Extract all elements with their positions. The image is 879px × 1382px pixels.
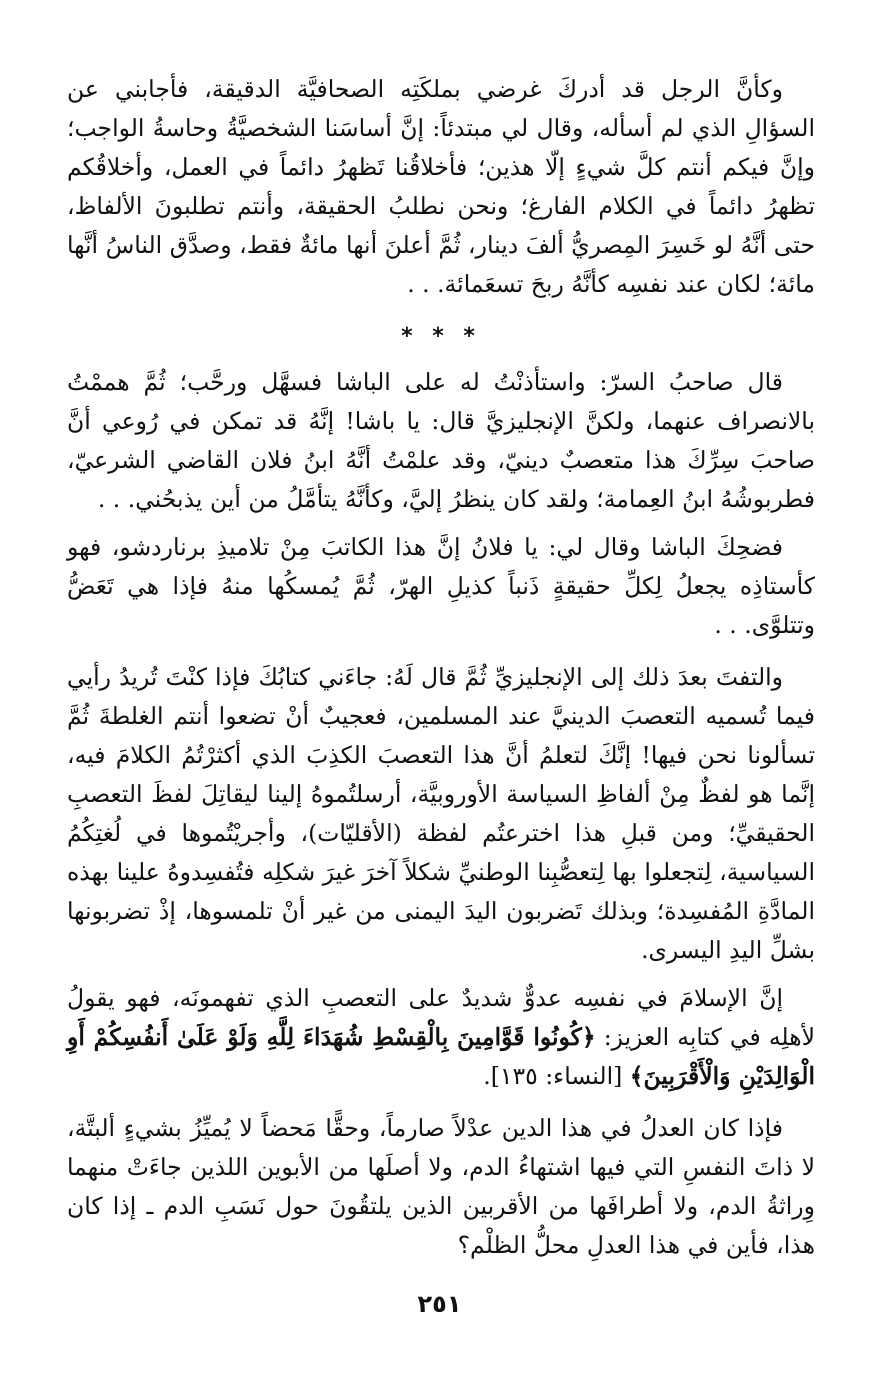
paragraph-2: قال صاحبُ السرّ: واستأذنْتُ له على الباشا فسهَّل ورحَّب؛ ثُمَّ هممْتُ بالانصراف عنهما، ولكنَّ الإنجليزيَّ قال: يا باشا! إنَّهُ قد تمكن في رُوعي أنَّ صاحبَ سِرِّكَ هذا متعصبٌ دينيّ، وقد علمْتُ أنَّهُ ابنُ فلان القاضي الشرعيّ، فطربوشُهُ ابنُ العِمامة؛ ولقد كان ينظرُ إليَّ، وكأنَّهُ يتأمَّلُ من أين يذبحُني. . . [67,368,815,513]
paragraph-1: وكأنَّ الرجل قد أدركَ غرضي بملكَتِه الصحافيَّة الدقيقة، فأجابني عن السؤالِ الذي لم أسأله، وقال لي مبتدئاً: إنَّ أساسَنا الشخصيَّةُ وحاسةُ الواجب؛ وإنَّ فيكم أنتم كلَّ شيءٍ إلّا هذين؛ فأخلاقُنا تَظهرُ دائماً في العمل، وأخلاقُكم تظهرُ دائماً في الكلام الفارغ؛ ونحن نطلبُ الحقيقة، وأنتم تطلبونَ الألفاظ، حتى أنَّهُ لو خَسِرَ المِصريُّ ألفَ دينار، ثُمَّ أعلنَ أنها مائةٌ فقط، وصدَّق الناسُ أنَّها مائة؛ لكان عند نفسِه كأنَّهُ ربحَ تسعَمائة. . . [67,75,815,298]
page-number: ٢٥١ [417,1290,462,1318]
page-body [67,70,815,1265]
paragraph-5-text: إنَّ الإسلامَ في نفسِه عدوٌّ شديدٌ على التعصبِ الذي تفهمونَه، فهو يقولُ لأهلِه في كتابِه العزيز: [67,984,815,1051]
paragraph-5 [67,979,815,1096]
quran-reference: [النساء: ١٣٥]. [483,1062,623,1090]
paragraph-6: فإذا كان العدلُ في هذا الدين عدْلاً صارماً، وحقًّا مَحضاً لا يُميِّزُ بشيءٍ ألبتَّة، لا ذاتَ النفسِ التي فيها اشتهاءُ الدم، ولا أصلَها من الأبوين اللذين جاءَتْ منهما وِراثةُ الدم، ولا أطرافَها من الأقربين الذين يلتقُونَ حول نَسَبِ الدم ـ إذا كان هذا، فأين في هذا العدلِ محلُّ الظلْم؟ [67,1114,815,1259]
quran-verse: ﴿كُونُوا قَوَّامِينَ بِالْقِسْطِ شُهَدَاءَ لِلَّهِ وَلَوْ عَلَىٰ أَنفُسِكُمْ أَوِ الْوَالِدَيْنِ وَالْأَقْرَبِينَ﴾ [67,1023,815,1090]
section-separator: * * * [401,324,481,349]
paragraph-3: فضحِكَ الباشا وقال لي: يا فلانُ إنَّ هذا الكاتبَ مِنْ تلاميذِ برناردشو، فهو كأستاذِه يجعلُ لِكلِّ حقيقةٍ ذَنباً كذيلِ الهرّ، ثُمَّ يُمسكُها منهُ فإذا هي تَعَضُّ وتتلوَّى. . . [67,533,815,639]
paragraph-4: والتفتَ بعدَ ذلك إلى الإنجليزيِّ ثُمَّ قال لَهُ: جاءَني كتابُكَ فإذا كنْتَ تُريدُ رأيي فيما تُسميه التعصبَ الدينيَّ عند المسلمين، فعجيبٌ أنْ تضعوا أنتم الغلطةَ ثُمَّ تسألونا نحن فيها! إنَّكَ لتعلمُ أنَّ هذا التعصبَ الكذِبَ الذي أكثرْتُمُ الكلامَ فيه، إنَّما هو لفظٌ مِنْ ألفاظِ السياسة الأوروبيَّة، أرسلتُموهُ إلينا ليقاتِلَ لفظَ التعصبِ الحقيقيِّ؛ ومن قبلِ هذا اخترعتُم لفظة (الأقليّات)، وأجريْتُموها في لُغتِكُمُ السياسية، لِتجعلوا بها لِتعصُّبِنا الوطنيِّ شكلاً آخرَ غيرَ شكلِه فتُفسِدوهُ علينا بهذه المادَّةِ المُفسِدة؛ وبذلك تَضربون اليدَ اليمنى من غير أنْ تلمسوها، إذْ تضربونها بشلِّ اليدِ اليسرى. [67,663,815,964]
